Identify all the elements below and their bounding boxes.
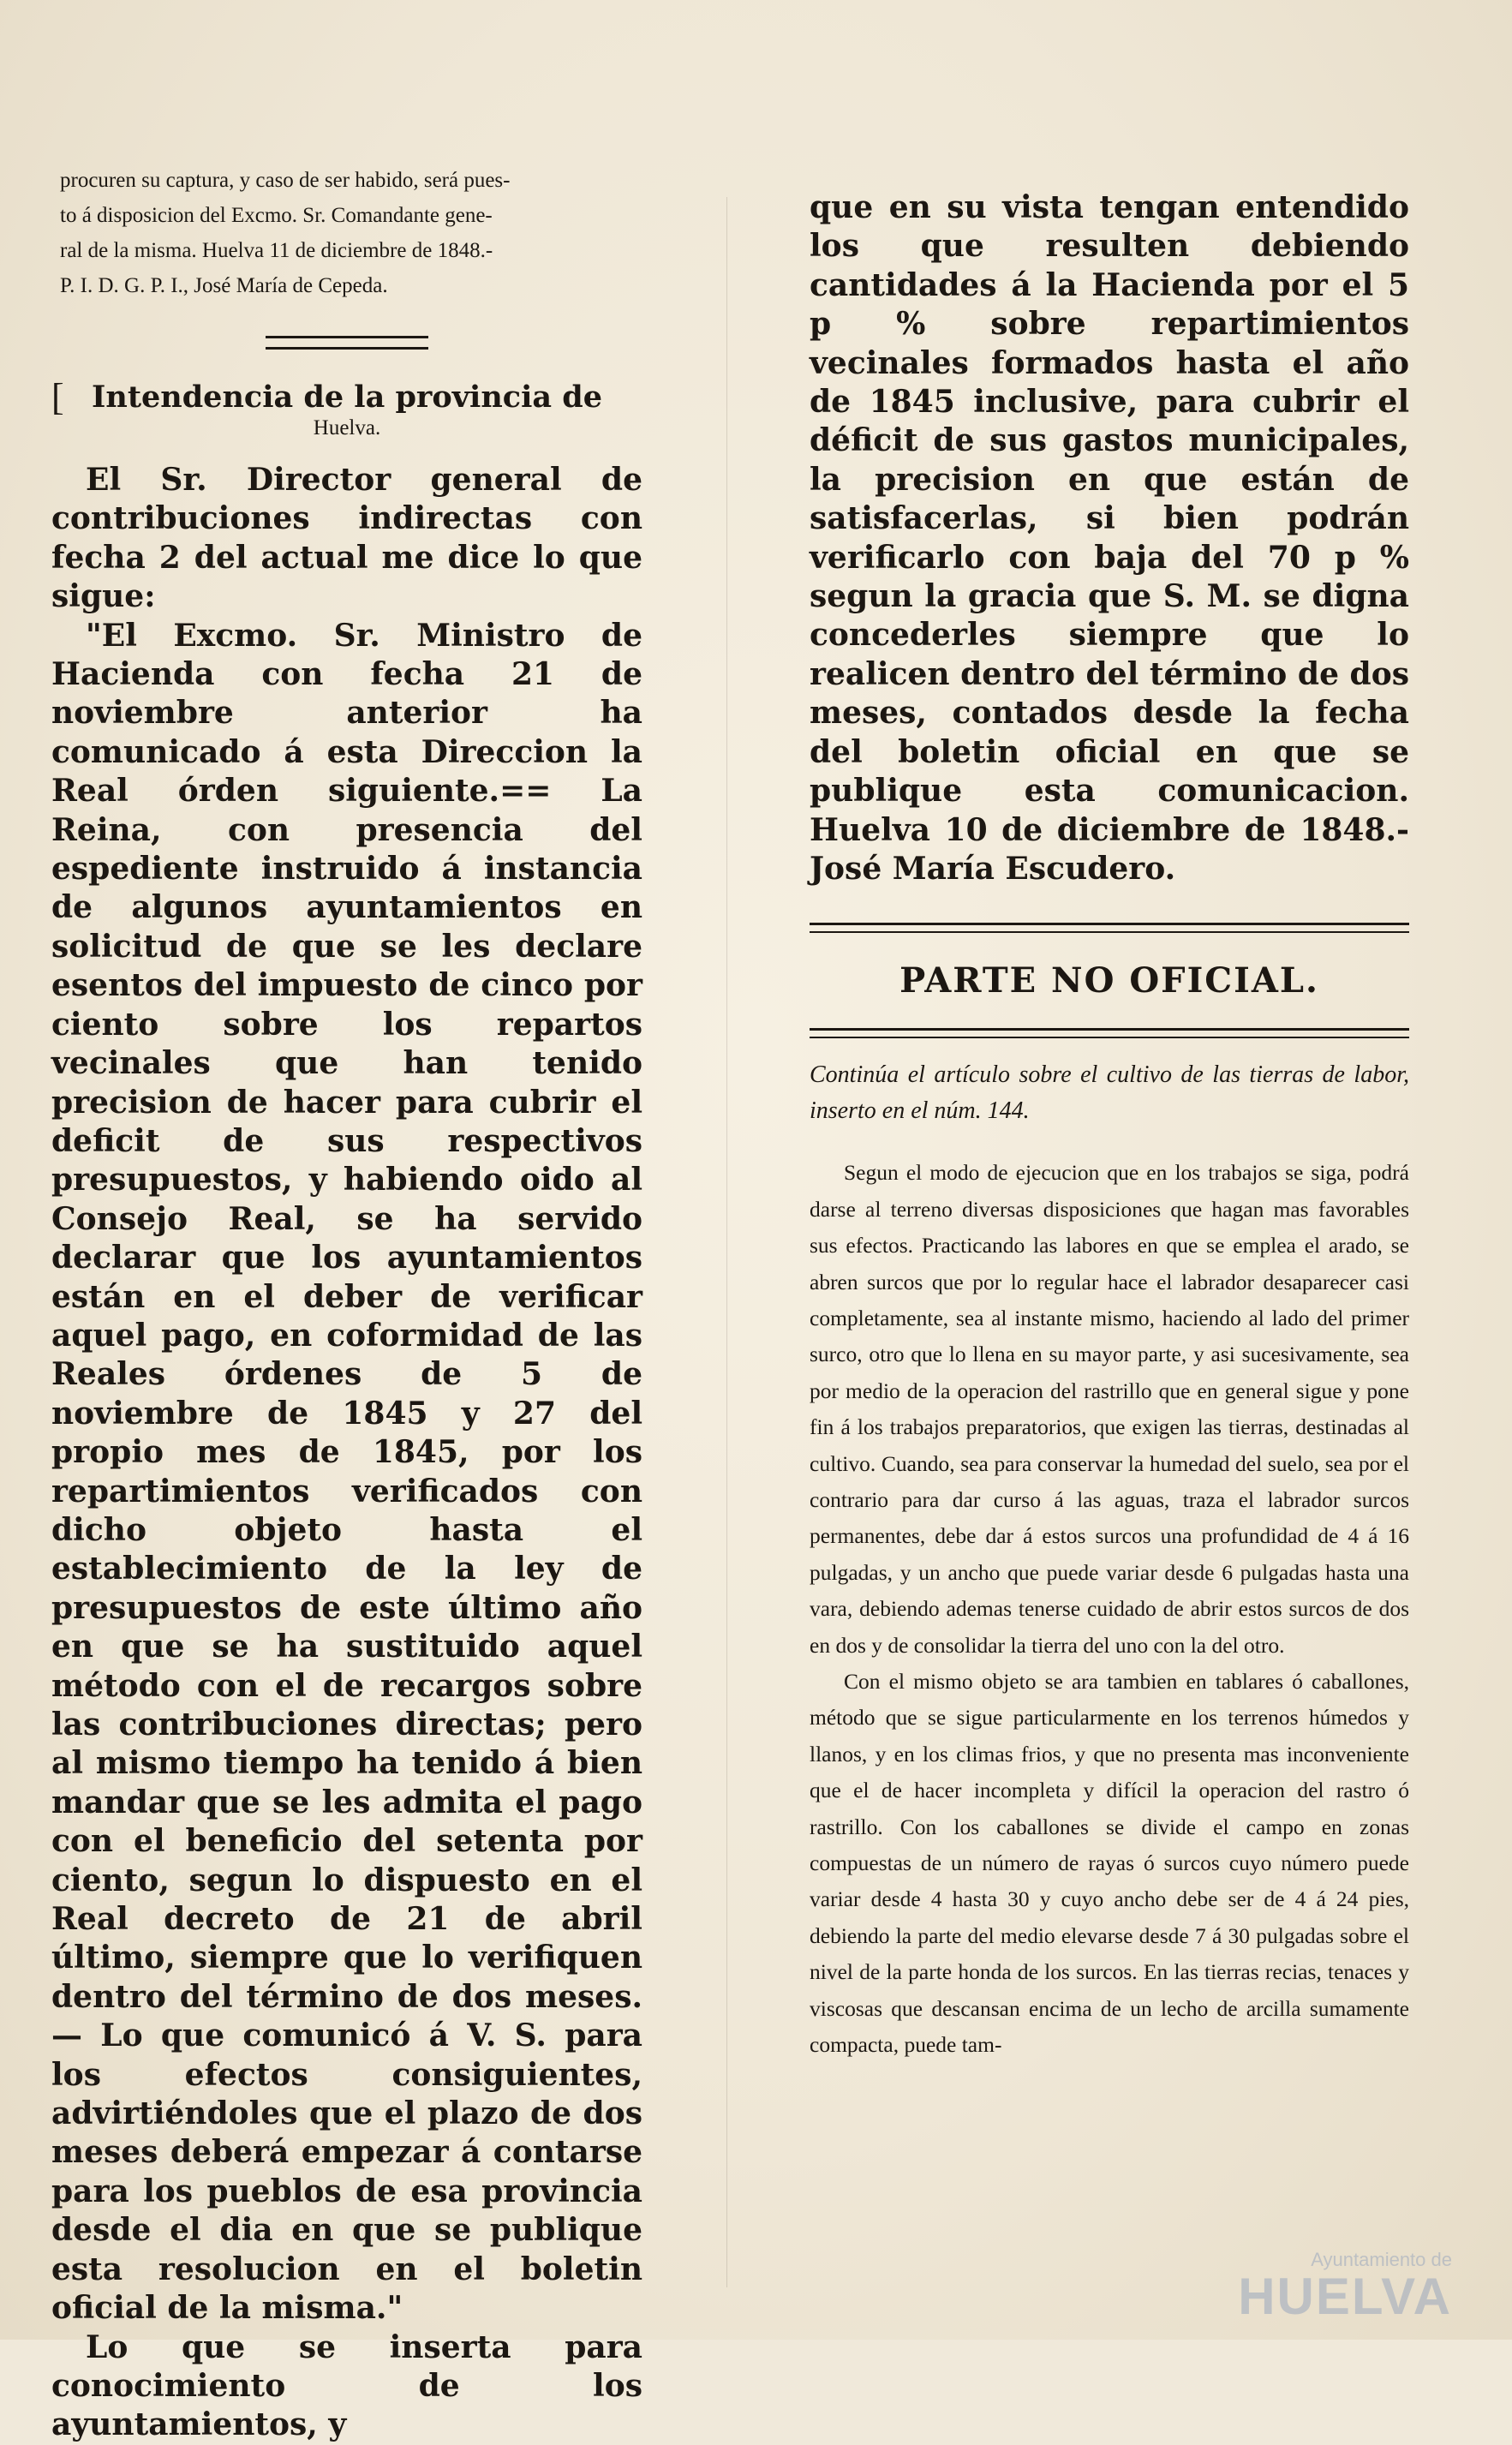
paragraph-inserta: Lo que se inserta para conocimiento de los ayuntamientos, y bbox=[51, 2328, 642, 2443]
article-continuation-title: Continúa el artículo sobre el cultivo de las tierras de labor, inserto en el núm. 144. bbox=[810, 1061, 1409, 1125]
bracket-mark: [ bbox=[51, 376, 64, 418]
intro-line-1: procuren su captura, y caso de ser habido, será pues- bbox=[60, 169, 511, 192]
article-body-2: Con el mismo objeto se ara tambien en tablares ó caballones, método que se sigue particularmente en los terrenos húmedos y llanos, y en los climas frios, y que no presenta mas inconveniente que el de hacer incompleta y difícil la operacion del rastro ó rastrillo. Con los caballones se divide el campo en zonas compuestas de un número de rayas ó surcos cuyo número puede variar desde 4 hasta 30 y cuyo ancho debe ser de 4 á 24 pies, debiendo la parte del medio elevarse desde 7 á 30 pulgadas sobre el nivel de la parte honda de los surcos. En las tierras recias, tenaces y viscosas que descansan encima de un lecho de arcilla sumamente compacta, puede tam- bbox=[810, 1669, 1409, 2058]
archive-watermark bbox=[1238, 2249, 1452, 2325]
article-body-1: Segun el modo de ejecucion que en los trabajos se siga, podrá darse al terreno diversas disposiciones que hagan mas favorables sus efectos. Practicando las labores en que se emplea el arado, se abren surcos que por lo regular hace el labrador desaparecer casi completamente, sea al instante mismo, haciendo al lado del primer surco, otro que lo llena en su mayor parte, y asi sucesivamente, sea por medio de la operacion del rastrillo que en general sigue y pone fin á los trabajos preparatorios, que exigen las tierras, destinadas al cultivo. Cuando, sea para conservar la humedad del suelo, sea por el contrario para dar curso á las aguas, traza el labrador surcos permanentes, debe dar á estos surcos una profundidad de 4 á 16 pulgadas, y un ancho que puede variar desde 6 pulgadas hasta una vara, debiendo ademas tenerse cuidado de abrir estos surcos de dos en dos y de consolidar la tierra del uno con la del otro. bbox=[810, 1160, 1409, 1658]
watermark-line-1: Ayuntamiento de bbox=[1311, 2249, 1452, 2270]
section-heading: Intendencia de la provincia de bbox=[92, 380, 602, 415]
column-separator bbox=[726, 197, 727, 2287]
intendencia-header bbox=[51, 376, 642, 440]
paragraph-continuation: que en su vista tengan entendido los que resulten debiendo cantidades á la Hacienda por el 5 p % sobre repartimientos vecinales formados hasta el año de 1845 inclusive, para cubrir el déficit de sus gastos municipales, la precision en que están de satisfacerlas, si bien podrán verificarlo con baja del 70 p % segun la gracia que S. M. se digna concederles siempre que lo realicen dentro del término de dos meses, contados desde la fecha del boletin oficial en que se publique esta comunicacion. Huelva 10 de diciembre de 1848.- José María Escudero. bbox=[810, 189, 1409, 887]
paragraph-director: El Sr. Director general de contribuciones indirectas con fecha 2 del actual me dice lo que sigue: bbox=[51, 462, 642, 615]
section-title: PARTE NO OFICIAL. bbox=[899, 960, 1319, 1001]
left-column bbox=[51, 163, 642, 2445]
intro-line-3: ral de la misma. Huelva 11 de diciembre de 1848.- bbox=[60, 239, 493, 262]
double-rule-bottom bbox=[810, 1028, 1409, 1038]
intro-line-2: to á disposicion del Excmo. Sr. Comandante gene- bbox=[60, 204, 493, 227]
double-rule-top bbox=[810, 923, 1409, 933]
paragraph-real-orden: "El Excmo. Sr. Ministro de Hacienda con fecha 21 de noviembre anterior ha comunicado á esta Direccion la Real órden siguiente.== La Reina, con presencia del espediente instruido á instancia de algunos ayuntamientos en solicitud de que se les declare esentos del impuesto de cinco por ciento sobre los repartos vecinales que han tenido precision de hacer para cubrir el deficit de sus respectivos presupuestos, y habiendo oido al Consejo Real, se ha servido declarar que los ayuntamientos están en el deber de verificar aquel pago, en coformidad de las Reales órdenes de 5 de noviembre de 1845 y 27 del propio mes de 1845, por los repartimientos verificados con dicho objeto hasta el establecimiento de la ley de presupuestos de este último año en que se ha sustituido aquel método con el de recargos sobre las contribuciones directas; pero al mismo tiempo ha tenido á bien mandar que se les admita el pago con el beneficio del setenta por ciento, segun lo dispuesto en el Real decreto de 21 de abril último, siempre que lo verifiquen dentro del término de dos meses.— Lo que comunicó á V. S. para los efectos consiguientes, advirtiéndoles que el plazo de dos meses deberá empezar á contarse para los pueblos de esa provincia desde el dia en que se publique esta resolucion en el boletin oficial de la misma." bbox=[51, 617, 642, 2327]
section-divider bbox=[266, 336, 428, 350]
right-column bbox=[810, 188, 1409, 2063]
watermark-line-2: HUELVA bbox=[1238, 2268, 1452, 2325]
intro-line-4: P. I. D. G. P. I., José María de Cepeda. bbox=[60, 274, 388, 297]
section-subheading: Huelva. bbox=[313, 416, 381, 439]
